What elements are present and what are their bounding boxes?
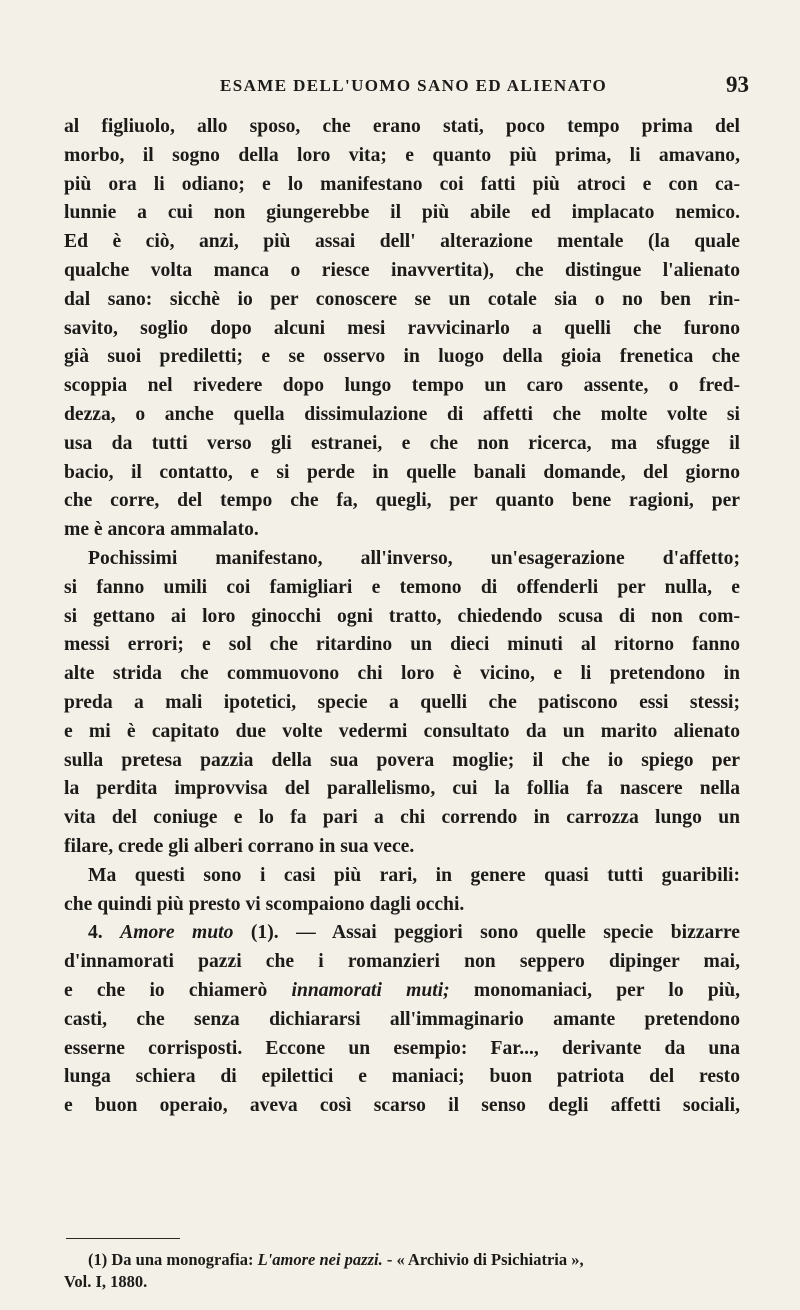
section-heading-line [64,919,740,948]
footnote-line [64,1249,740,1271]
page-header [150,72,750,102]
emphasis-term: innamorati muti; [291,979,450,1001]
text-line: lunga schiera di epilettici e maniaci; buon patriota del resto [64,1066,740,1088]
text-line: me è ancora ammalato. [64,519,259,541]
text-line: Ma questi sono i casi più rari, in genere quasi tutti guaribili: [88,864,740,886]
text-line: preda a mali ipotetici, specie a quelli che patiscono essi stessi; [64,691,740,713]
running-title: ESAME DELL'UOMO SANO ED ALIENATO [220,76,608,95]
text-line: dal sano: sicchè io per conoscere se un cotale sia o no ben rin- [64,288,740,310]
text-segment: e che io chiamerò [64,979,292,1001]
text-line: qualche volta manca o riesce inavvertita), che distingue l'alienato [64,259,740,281]
text-line: lunnie a cui non giungerebbe il più abile ed implacato nemico. [64,202,740,224]
text-segment: monomaniaci, per lo più, [449,979,741,1001]
section-title: Amore muto [120,922,234,944]
text-line: savito, soglio dopo alcuni mesi ravvicinarlo a quelli che furono [64,317,740,339]
page-number: 93 [726,72,749,97]
text-line: Ed è ciò, anzi, più assai dell' alterazione mentale (la quale [64,231,740,253]
text-line: si fanno umili coi famigliari e temono di offenderli per nulla, e [64,576,740,598]
text-line: morbo, il sogno della loro vita; e quanto più prima, li amavano, [64,144,740,166]
text-line: già suoi prediletti; e se osservo in luogo della gioia frenetica che [64,346,740,368]
text-line: alte strida che commuovono chi loro è vicino, e li pretendono in [64,663,740,685]
text-line: d'innamorati pazzi che i romanzieri non seppero dipinger mai, [64,951,740,973]
text-line: e buon operaio, aveva così scarso il senso degli affetti sociali, [64,1095,740,1117]
footnote-rule [66,1238,180,1239]
text-line: scoppia nel rivedere dopo lungo tempo un caro assente, o fred- [64,375,740,397]
text-line: più ora li odiano; e lo manifestano coi fatti più atroci e con ca- [64,173,740,195]
text-line: filare, crede gli alberi corrano in sua vece. [64,835,415,857]
text-line: usa da tutti verso gli estranei, e che non ricerca, ma sfugge il [64,432,740,454]
text-line: Pochissimi manifestano, all'inverso, un'esagerazione d'affetto; [88,547,740,569]
text-line: che corre, del tempo che fa, quegli, per quanto bene ragioni, per [64,490,740,512]
footnote-text: (1) Da una monografia: [88,1250,258,1269]
text-line: dezza, o anche quella dissimulazione di affetti che molte volte si [64,403,740,425]
footnote-source: - « Archivio di Psichiatria », [382,1250,584,1269]
text-line: la perdita improvvisa del parallelismo, cui la follia fa nascere nella [64,778,740,800]
footnote [64,1249,740,1293]
text-line: sulla pretesa pazzia della sua povera moglie; il che io spiego per [64,749,740,771]
text-line: vita del coniuge e lo fa pari a chi correndo in carrozza lungo un [64,807,740,829]
text-line: si gettano ai loro ginocchi ogni tratto, chiedendo scusa di non com- [64,605,740,627]
footnote-line: Vol. I, 1880. [64,1272,148,1291]
text-line: al figliuolo, allo sposo, che erano stati, poco tempo prima del [64,116,740,137]
text-line: che quindi più presto vi scompaiono dagli occhi. [64,893,465,915]
text-line: bacio, il contatto, e si perde in quelle banali domande, del giorno [64,461,740,483]
text-line: esserne corrisposti. Eccone un esempio: Far..., derivante da una [64,1037,740,1059]
body-text [64,113,740,1121]
text-line: casti, che senza dichiararsi all'immaginario amante pretendono [64,1008,740,1030]
text-line: messi errori; e sol che ritardino un dieci minuti al ritorno fanno [64,634,740,656]
footnote-title: L'amore nei pazzi. [257,1250,383,1269]
section-text: (1). — Assai peggiori sono quelle specie bizzarre [233,922,741,944]
section-number: 4. [88,922,121,944]
text-line: e mi è capitato due volte vedermi consultato da un marito alienato [64,720,740,742]
text-line [64,977,740,1006]
